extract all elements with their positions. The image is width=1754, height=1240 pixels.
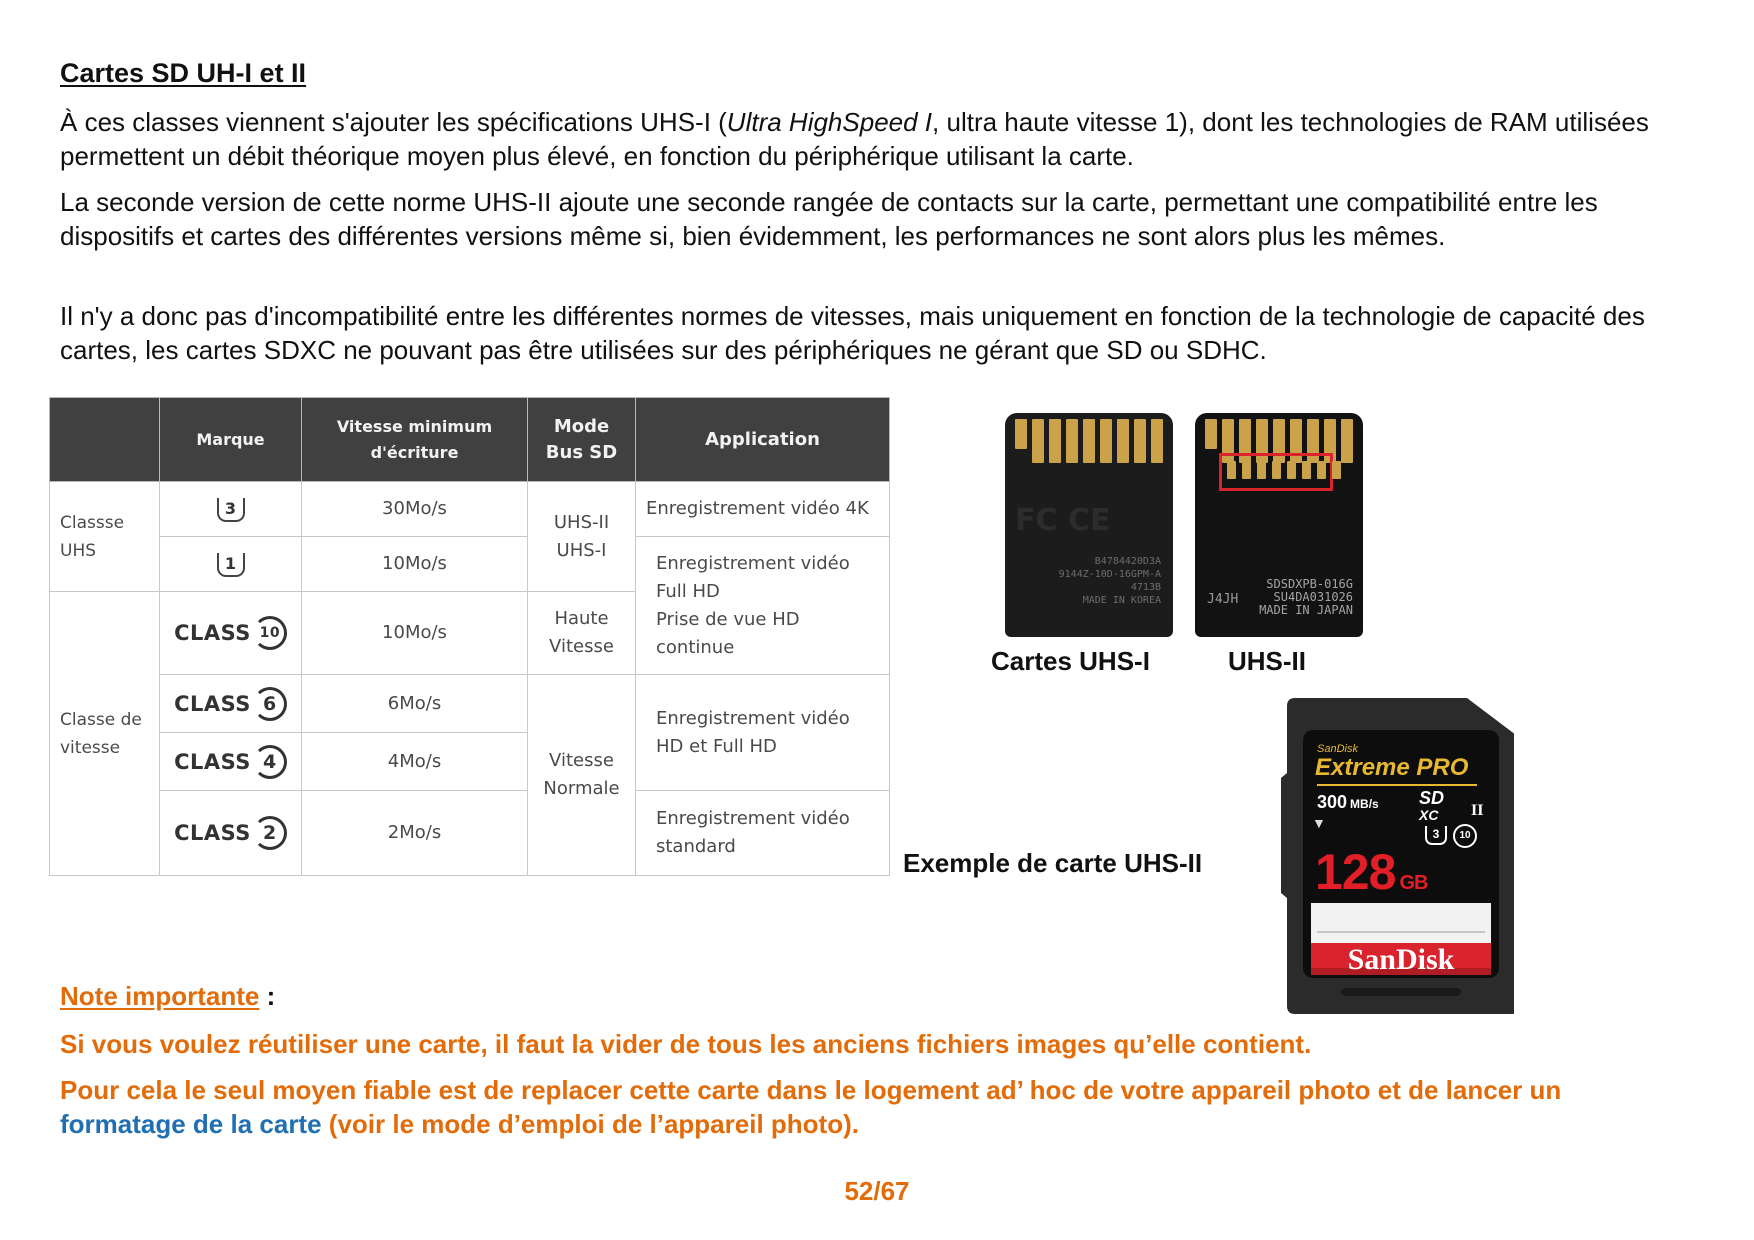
class10-icon: CLASS 10 <box>174 616 287 650</box>
class2-icon: CLASS 2 <box>174 816 287 850</box>
para1-text-b: , ultra haute vitesse 1), dont les technologies de RAM utilisées permettent un débit théorique moyen plus élevé, en fonction du périphérique utilisant la carte. <box>60 107 1649 171</box>
uhs1-icon: 1 <box>217 553 245 577</box>
app-hd: Enregistrement vidéo HD et Full HD <box>636 675 890 791</box>
speed-cell: 30Mo/s <box>302 482 528 537</box>
app-4k: Enregistrement vidéo 4K <box>636 482 890 537</box>
speed-cell: 10Mo/s <box>302 592 528 675</box>
note-line2 <box>60 1073 1670 1141</box>
lock-icon: ▼ <box>1312 815 1326 831</box>
speed-cell: 2Mo/s <box>302 791 528 876</box>
paragraph-uhs1 <box>60 105 1700 173</box>
header-marque: Marque <box>160 398 302 482</box>
bus-haute-vitesse: Haute Vitesse <box>528 592 636 675</box>
capacity-number: 128 GB <box>1315 844 1428 900</box>
sd-class-table <box>49 397 890 876</box>
u3-icon: 3 <box>1425 826 1447 845</box>
speed-rating: 300 MB/s <box>1317 792 1379 812</box>
uhs1-logo <box>160 537 302 592</box>
card2-j4jh: J4JH <box>1207 592 1239 607</box>
caption-uhs2: UHS-II <box>1228 646 1306 676</box>
gold-divider <box>1317 784 1477 786</box>
paragraph-compatibility: Il n'y a donc pas d'incompatibilité entre les différentes normes de vitesses, mais uniquement en fonction de la technologie de capacité des cartes, les cartes SDXC ne pouvant pas être utilisées sur des périphériques ne gérant que SD ou SDHC. <box>60 301 1645 365</box>
class10-logo <box>160 592 302 675</box>
sd-class-table-image <box>49 397 889 875</box>
uhs-ii-roman: II <box>1471 802 1484 819</box>
speed-cell: 6Mo/s <box>302 675 528 733</box>
caption-uhs1: Cartes UHS-I <box>991 646 1150 676</box>
header-application: Application <box>636 398 890 482</box>
header-vitesse: Vitesse minimum d'écriture <box>302 398 528 482</box>
speed-cell: 4Mo/s <box>302 733 528 791</box>
uhs1-card-photo <box>1005 413 1173 637</box>
class10-icon-card: 10 <box>1453 824 1477 848</box>
uhs2-contacts-row2 <box>1227 461 1341 479</box>
card1-fcc-logo: FC CE <box>1015 503 1111 538</box>
note-line1: Si vous voulez réutiliser une carte, il faut la vider de tous les anciens fichiers images qu’elle contient. <box>60 1029 1312 1059</box>
note-colon: : <box>259 981 276 1011</box>
paragraph-uhs2: La seconde version de cette norme UHS-II ajoute une seconde rangée de contacts sur la carte, permettant une compatibilité entre les dispositifs et cartes des différentes versions même si, bien évidemment, les performances ne sont alors plus les mêmes. <box>60 187 1598 251</box>
note-title: Note importante <box>60 981 260 1011</box>
note-title-line <box>60 981 275 1012</box>
class6-icon: CLASS 6 <box>174 687 287 721</box>
class4-logo <box>160 733 302 791</box>
group-speed-label: Classe de vitesse <box>50 592 160 876</box>
table-row <box>50 675 890 733</box>
formatage-link: formatage de la carte <box>60 1109 322 1139</box>
para1-text-a: À ces classes viennent s'ajouter les spécifications UHS-I ( <box>60 107 727 137</box>
para1-italic: Ultra HighSpeed I <box>726 107 933 137</box>
app-fullhd: Enregistrement vidéo Full HD Prise de vue HD continue <box>636 537 890 675</box>
sdxc-logo: SD XC <box>1419 788 1445 823</box>
table-row <box>50 791 890 876</box>
header-empty <box>50 398 160 482</box>
table-row <box>50 482 890 537</box>
table-row <box>50 537 890 592</box>
bus-vitesse-normale: Vitesse Normale <box>528 675 636 876</box>
note-line2-a: Pour cela le seul moyen fiable est de replacer cette carte dans le logement ad’ hoc de votre appareil photo et de lancer un <box>60 1075 1562 1105</box>
sandisk-card-image <box>1281 698 1514 1014</box>
speed-cell: 10Mo/s <box>302 537 528 592</box>
uhs2-card-photo <box>1195 413 1363 637</box>
uhs3-icon: 3 <box>217 498 245 522</box>
app-standard: Enregistrement vidéo standard <box>636 791 890 876</box>
section-heading: Cartes SD UH-I et II <box>60 58 307 88</box>
class4-icon: CLASS 4 <box>174 745 287 779</box>
group-uhs-label: Classse UHS <box>50 482 160 592</box>
card2-codes: SDSDXPB-016G SU4DA031026 MADE IN JAPAN <box>1259 577 1353 617</box>
example-caption: Exemple de carte UHS-II <box>903 848 1203 878</box>
sandisk-small-brand: SanDisk <box>1317 743 1358 755</box>
sandisk-logo: SanDisk <box>1347 943 1455 976</box>
table-header-row <box>50 398 890 482</box>
card1-codes: B4784420D3A 9144Z-10D-16GPM-A 4713B MADE IN KOREA <box>1058 556 1161 606</box>
bus-uhs: UHS-II UHS-I <box>528 482 636 592</box>
header-mode-bus: Mode Bus SD <box>528 398 636 482</box>
class6-logo <box>160 675 302 733</box>
uhs3-logo <box>160 482 302 537</box>
note-line2-b: (voir le mode d’emploi de l’appareil photo). <box>321 1109 859 1139</box>
uhs1-contacts <box>1015 419 1163 465</box>
extreme-pro-label: Extreme PRO <box>1315 754 1469 781</box>
page-number: 52/67 <box>844 1176 910 1206</box>
class2-logo <box>160 791 302 876</box>
